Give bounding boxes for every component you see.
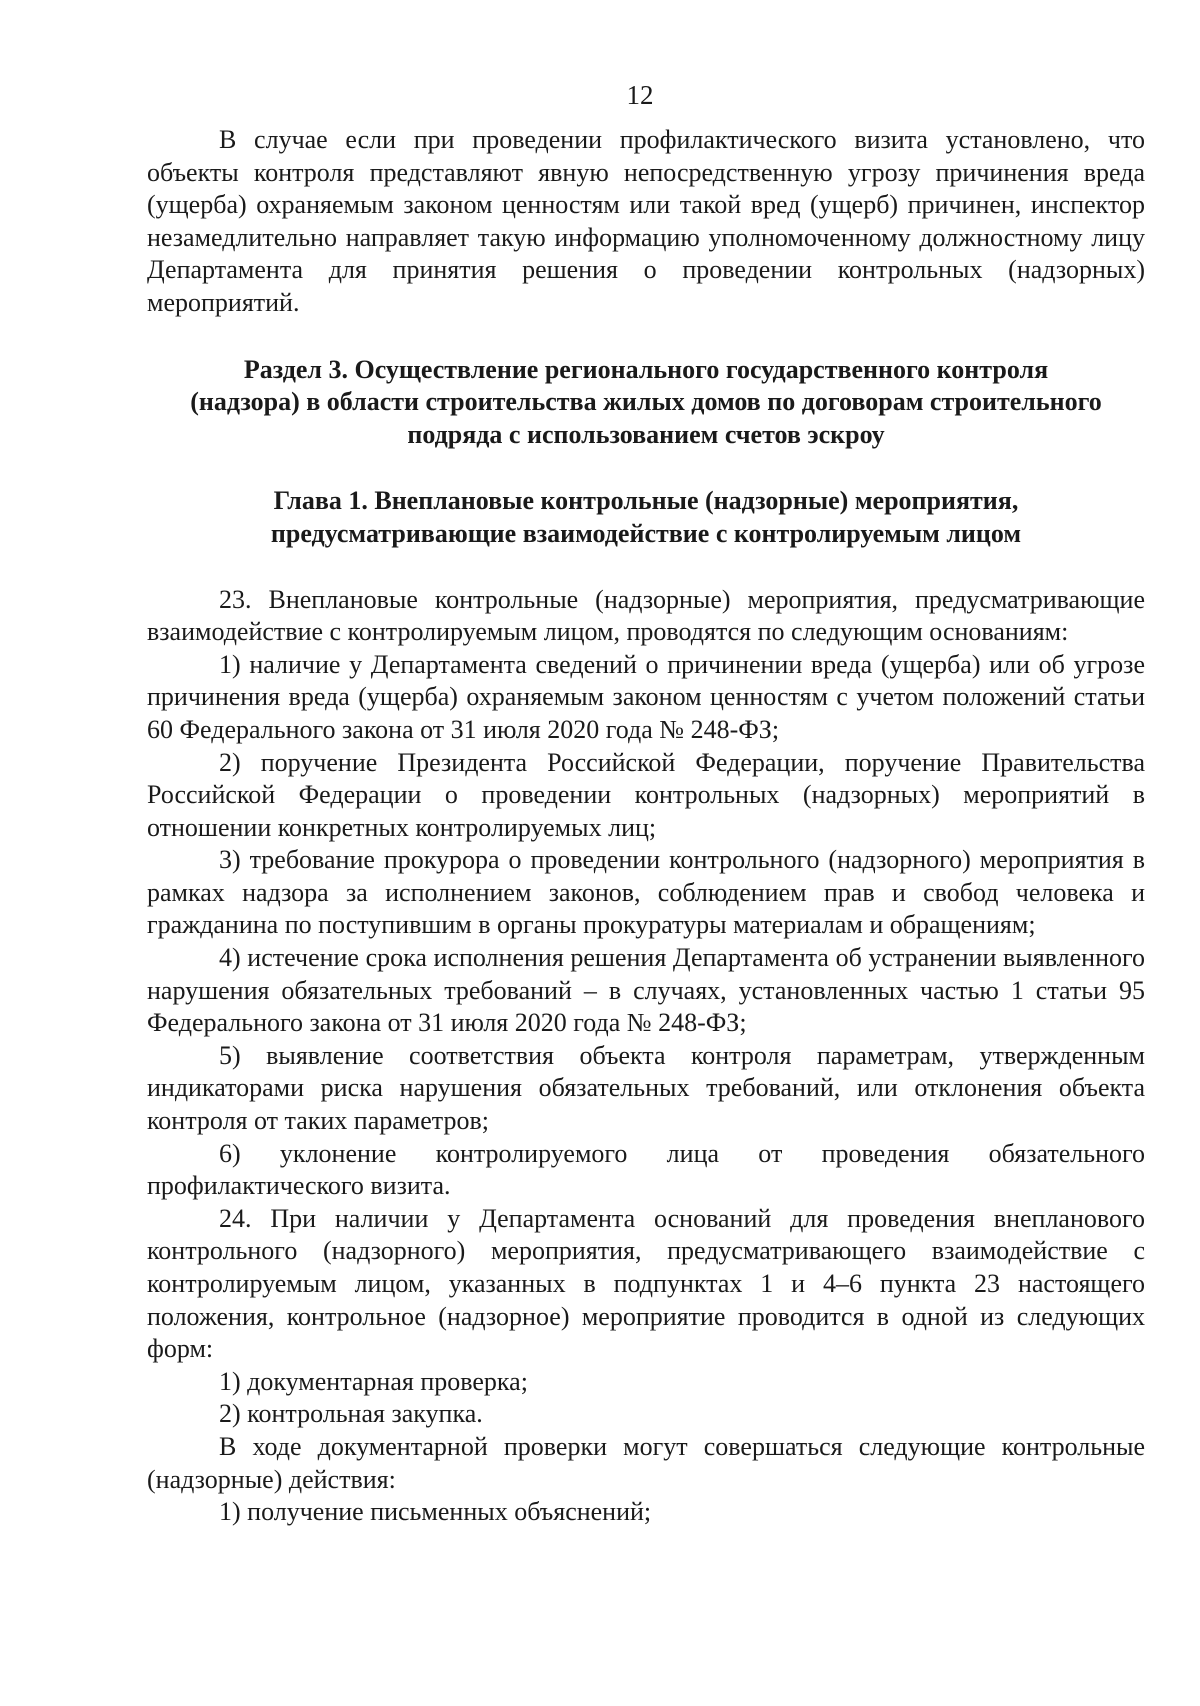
list-item-24-2: 2) контрольная закупка.	[219, 1399, 483, 1429]
list-item-23-2: 2) поручение Президента Российской Федерации, поручение Правительства Российской Федерации о проведении контрольных (надзорных) мероприятий в отношении конкретных контролируемых лиц;	[147, 747, 1145, 842]
list-item-23-4: 4) истечение срока исполнения решения Департамента об устранении выявленного нарушения обязательных требований – в случаях, установленных частью 1 статьи 95 Федерального закона от 31 июля 2020 года № 248-ФЗ;	[147, 943, 1145, 1038]
documentary-check-actions-intro: В ходе документарной проверки могут совершаться следующие контрольные (надзорные) действия:	[147, 1431, 1145, 1494]
paragraph-23: 23. Внеплановые контрольные (надзорные) мероприятия, предусматривающие взаимодействие с контролируемым лицом, проводятся по следующим основаниям:	[147, 584, 1145, 647]
list-item-23-3: 3) требование прокурора о проведении контрольного (надзорного) мероприятия в рамках надзора за исполнением законов, соблюдением прав и свобод человека и гражданина по поступившим в органы прокуратуры материалам и обращениям;	[147, 845, 1145, 940]
list-item-23-1: 1) наличие у Департамента сведений о причинении вреда (ущерба) или об угрозе причинения вреда (ущерба) охраняемым законом ценностям с учетом положений статьи 60 Федерального закона от 31 июля 2020 года № 248-ФЗ;	[147, 649, 1145, 744]
list-item-24-1: 1) документарная проверка;	[219, 1366, 528, 1396]
page-number: 12	[626, 80, 654, 110]
chapter-heading: Глава 1. Внеплановые контрольные (надзорные) мероприятия, предусматривающие взаимодействие с контролируемым лицом	[270, 486, 1022, 548]
paragraph-24: 24. При наличии у Департамента оснований для проведения внепланового контрольного (надзорного) мероприятия, предусматривающего взаимодействие с контролируемым лицом, указанных в подпунктах 1 и 4–6 пункта 23 настоящего положения, контрольное (надзорное) мероприятие проводится в одной из следующих форм:	[147, 1203, 1145, 1364]
intro-paragraph: В случае если при проведении профилактического визита установлено, что объекты контроля представляют явную непосредственную угрозу причинения вреда (ущерба) охраняемым законом ценностям или такой вред (ущерб) причинен, инспектор незамедлительно направляет такую информацию уполномоченному должностному лицу Департамента для принятия решения о проведении контрольных (надзорных) мероприятий.	[147, 125, 1145, 317]
action-item-1: 1) получение письменных объяснений;	[219, 1497, 652, 1527]
list-item-23-6: 6) уклонение контролируемого лица от проведения обязательного профилактического визита.	[147, 1138, 1145, 1201]
list-item-23-5: 5) выявление соответствия объекта контроля параметрам, утвержденным индикаторами риска нарушения обязательных требований, или отклонения объекта контроля от таких параметров;	[147, 1040, 1145, 1136]
document-body	[147, 124, 1145, 1529]
section-heading: Раздел 3. Осуществление регионального государственного контроля (надзора) в области строительства жилых домов по договорам строительного подряда с использованием счетов эскроу	[190, 354, 1102, 449]
